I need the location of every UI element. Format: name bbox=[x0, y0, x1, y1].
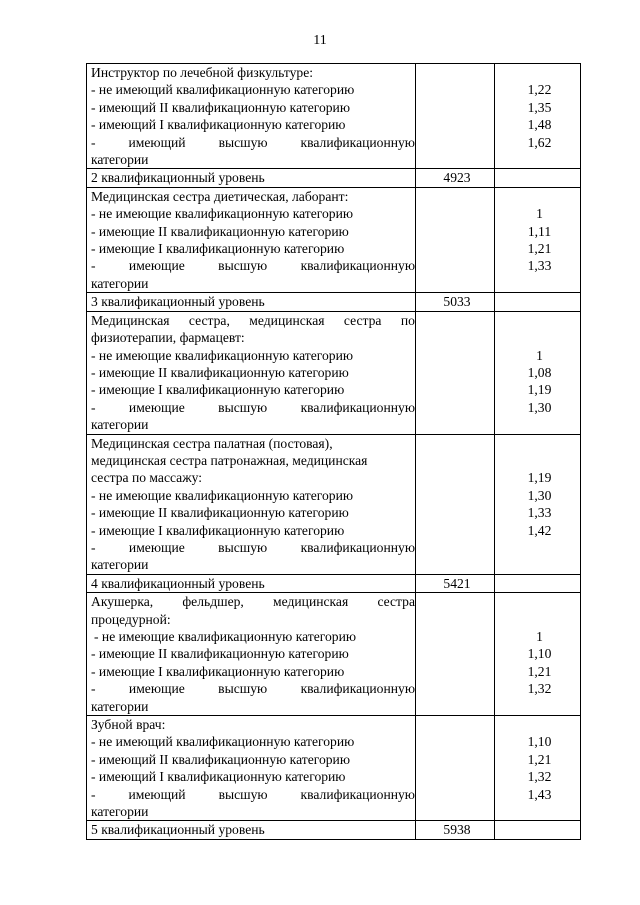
coefficient-value: 1 bbox=[536, 629, 543, 644]
coefficient-value: 1,11 bbox=[527, 223, 552, 239]
category-line: - имеющий I квалификационную категорию bbox=[91, 117, 346, 133]
word: по bbox=[400, 312, 415, 328]
category-line: - имеющие II квалификационную категорию bbox=[91, 505, 349, 521]
word: высшую bbox=[218, 539, 268, 555]
category-line: - имеющий II квалификационную категорию bbox=[91, 751, 350, 767]
salary-value: 5033 bbox=[416, 293, 495, 311]
table-row bbox=[87, 311, 581, 434]
category-line: - имеющий I квалификационную категорию bbox=[91, 769, 346, 785]
coefficient-value: 1,48 bbox=[527, 117, 552, 133]
page-number: 11 bbox=[313, 33, 327, 48]
qualification-level-row bbox=[87, 293, 581, 311]
salary-table bbox=[86, 63, 581, 840]
coefficient-value: 1,42 bbox=[527, 522, 552, 538]
position-title: сестра по массажу: bbox=[91, 470, 203, 486]
salary-value: 5938 bbox=[416, 821, 495, 839]
coefficient-cell bbox=[495, 293, 581, 311]
word: медицинская bbox=[273, 594, 349, 610]
word: квалификационную bbox=[300, 134, 415, 150]
position-cell bbox=[87, 434, 416, 574]
coefficient-cell bbox=[495, 169, 581, 187]
level-label: 3 квалификационный уровень bbox=[87, 293, 416, 311]
word: сестра bbox=[343, 312, 382, 328]
category-line-justified bbox=[91, 134, 415, 151]
word: высшую bbox=[218, 134, 268, 150]
category-line: - имеющий II квалификационную категорию bbox=[91, 99, 350, 115]
table-row bbox=[87, 64, 581, 169]
salary-cell bbox=[416, 311, 495, 434]
position-cell bbox=[87, 311, 416, 434]
coefficient-value: 1,62 bbox=[527, 134, 552, 150]
word: Медицинская bbox=[91, 312, 170, 328]
word: квалификационную bbox=[300, 258, 415, 274]
category-line: категории bbox=[91, 698, 149, 714]
word: имеющий bbox=[128, 786, 186, 802]
category-line-justified bbox=[91, 539, 415, 556]
coefficient-value: 1,33 bbox=[527, 258, 552, 274]
position-cell bbox=[87, 716, 416, 821]
category-line: категории bbox=[91, 557, 149, 573]
word: имеющие bbox=[128, 539, 185, 555]
position-title-justified bbox=[91, 312, 415, 329]
word: высшую bbox=[218, 681, 268, 697]
coefficient-value: 1,32 bbox=[527, 681, 552, 697]
coefficient-cell bbox=[495, 311, 581, 434]
position-title: Инструктор по лечебной физкультуре: bbox=[91, 65, 313, 80]
category-line: - не имеющие квалификационную категорию bbox=[91, 206, 354, 222]
word: высшую bbox=[218, 786, 268, 802]
table-row bbox=[87, 187, 581, 292]
coefficient-value: 1,08 bbox=[527, 364, 552, 380]
coefficient-value: 1,43 bbox=[527, 786, 552, 802]
category-line: - имеющие I квалификационную категорию bbox=[91, 241, 345, 257]
coefficient-value: 1,10 bbox=[527, 734, 552, 750]
coefficient-cell bbox=[495, 574, 581, 592]
category-line: - не имеющие квалификационную категорию bbox=[91, 487, 354, 503]
qualification-level-row bbox=[87, 169, 581, 187]
coefficient-value: 1 bbox=[536, 347, 543, 363]
position-cell bbox=[87, 187, 416, 292]
coefficient-value: 1,19 bbox=[527, 470, 552, 486]
coefficient-value: 1,35 bbox=[527, 99, 552, 115]
salary-value: 4923 bbox=[416, 169, 495, 187]
coefficient-value: 1,21 bbox=[527, 663, 552, 679]
position-title-justified bbox=[91, 593, 415, 610]
table-row bbox=[87, 434, 581, 574]
coefficient-value: 1,19 bbox=[527, 382, 552, 398]
coefficient-cell bbox=[495, 187, 581, 292]
salary-cell bbox=[416, 716, 495, 821]
qualification-level-row bbox=[87, 821, 581, 839]
category-line: - имеющие II квалификационную категорию bbox=[91, 364, 349, 380]
word: - bbox=[91, 681, 96, 697]
level-label: 4 квалификационный уровень bbox=[87, 574, 416, 592]
word: имеющий bbox=[128, 134, 186, 150]
salary-cell bbox=[416, 187, 495, 292]
coefficient-value: 1,30 bbox=[527, 399, 552, 415]
position-title: Медицинская сестра палатная (постовая), bbox=[91, 435, 333, 451]
coefficient-cell bbox=[495, 64, 581, 169]
position-cell bbox=[87, 64, 416, 169]
word: - bbox=[91, 786, 96, 802]
word: - bbox=[91, 258, 96, 274]
category-line: - не имеющие квалификационную категорию bbox=[91, 347, 354, 363]
position-title: медицинская сестра патронажная, медицинская bbox=[91, 452, 368, 468]
category-line-justified bbox=[91, 680, 415, 697]
salary-value: 5421 bbox=[416, 574, 495, 592]
coefficient-value: 1,33 bbox=[527, 505, 552, 521]
word: сестра bbox=[377, 594, 415, 610]
coefficient-value: 1 bbox=[536, 206, 543, 222]
word: высшую bbox=[218, 399, 268, 415]
word: квалификационную bbox=[300, 681, 415, 697]
coefficient-value: 1,32 bbox=[527, 769, 552, 785]
category-line: - не имеющий квалификационную категорию bbox=[91, 82, 355, 98]
word: высшую bbox=[218, 258, 268, 274]
coefficient-value: 1,21 bbox=[527, 751, 552, 767]
coefficient-value: 1,30 bbox=[527, 487, 552, 503]
word: имеющие bbox=[128, 258, 185, 274]
category-line: - имеющие I квалификационную категорию bbox=[91, 522, 345, 538]
position-title: Медицинская сестра диетическая, лаборант: bbox=[91, 188, 349, 204]
coefficient-value: 1,21 bbox=[527, 241, 552, 257]
position-title: процедурной: bbox=[91, 611, 171, 627]
position-title: Зубной врач: bbox=[91, 717, 166, 733]
word: квалификационную bbox=[300, 786, 415, 802]
category-line: - имеющие I квалификационную категорию bbox=[91, 663, 345, 679]
word: - bbox=[91, 539, 96, 555]
category-line: - имеющие II квалификационную категорию bbox=[91, 646, 349, 662]
category-line: категории bbox=[91, 417, 149, 433]
table-row bbox=[87, 593, 581, 716]
category-line: категории bbox=[91, 804, 149, 820]
salary-cell bbox=[416, 434, 495, 574]
coefficient-value: 1,10 bbox=[527, 646, 552, 662]
coefficient-cell bbox=[495, 821, 581, 839]
word: имеющие bbox=[128, 399, 185, 415]
coefficient-cell bbox=[495, 593, 581, 716]
category-line: - не имеющий квалификационную категорию bbox=[91, 734, 355, 750]
word: - bbox=[91, 134, 96, 150]
category-line-justified bbox=[91, 399, 415, 416]
category-line-justified bbox=[91, 786, 415, 803]
category-line: - не имеющие квалификационную категорию bbox=[94, 629, 357, 644]
word: имеющие bbox=[128, 681, 185, 697]
position-cell bbox=[87, 593, 416, 716]
salary-cell bbox=[416, 64, 495, 169]
level-label: 2 квалификационный уровень bbox=[87, 169, 416, 187]
salary-cell bbox=[416, 593, 495, 716]
word: медицинская bbox=[249, 312, 325, 328]
coefficient-value: 1,22 bbox=[527, 82, 552, 98]
word: - bbox=[91, 399, 96, 415]
word: квалификационную bbox=[300, 539, 415, 555]
coefficient-cell bbox=[495, 434, 581, 574]
table-row bbox=[87, 716, 581, 821]
category-line-justified bbox=[91, 257, 415, 274]
category-line: - имеющие I квалификационную категорию bbox=[91, 382, 345, 398]
word: Акушерка, bbox=[91, 594, 154, 610]
word: сестра, bbox=[188, 312, 230, 328]
coefficient-cell bbox=[495, 716, 581, 821]
category-line: категории bbox=[91, 275, 149, 291]
level-label: 5 квалификационный уровень bbox=[87, 821, 416, 839]
category-line: - имеющие II квалификационную категорию bbox=[91, 223, 349, 239]
category-line: категории bbox=[91, 152, 149, 168]
word: квалификационную bbox=[300, 399, 415, 415]
word: фельдшер, bbox=[182, 594, 244, 610]
qualification-level-row bbox=[87, 574, 581, 592]
position-title: физиотерапии, фармацевт: bbox=[91, 330, 245, 346]
